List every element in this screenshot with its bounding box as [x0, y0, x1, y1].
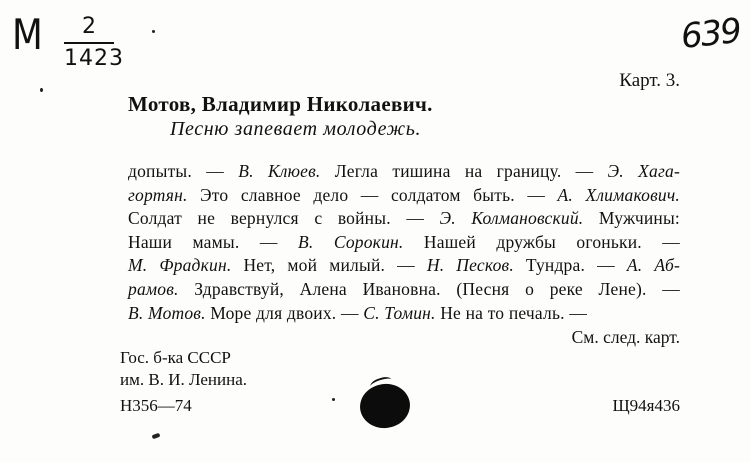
composer-name: С. Томин. — [363, 302, 436, 323]
ink-speck — [332, 398, 335, 401]
ink-speck — [152, 433, 161, 439]
library-line-1: Гос. б-ка СССР — [120, 348, 231, 367]
song-title-text: Не на то печаль. — — [435, 302, 588, 323]
composer-name: А. Аб- — [626, 255, 680, 276]
library-line-2: им. В. И. Ленина. — [120, 370, 248, 389]
composer-name: рамов. — [128, 278, 179, 299]
composer-name: Э. Колмановский. — [439, 208, 584, 229]
contents-line — [128, 231, 680, 255]
composer-name: Э. Хага- — [607, 161, 680, 181]
contents-line — [128, 207, 680, 231]
contents-text — [128, 160, 680, 325]
catalog-code-right: Щ94я436 — [612, 396, 680, 415]
song-title-text: Здравствуй, Алена Ивановна. (Песня о реке Лене). — — [178, 278, 680, 299]
handwritten-shelf-number — [64, 14, 124, 72]
song-title-text: Море для двоих. — — [205, 302, 364, 323]
song-title-text: Солдат не вернулся с войны. — — [128, 208, 440, 229]
handwritten-letter: M — [12, 10, 43, 59]
song-title-text: Нашей дружбы огоньки. — — [403, 231, 680, 252]
song-title-text: Легла тишина на границу. — — [320, 161, 608, 181]
contents-line — [128, 302, 680, 326]
contents-line — [128, 254, 680, 278]
contents-line — [128, 160, 680, 184]
song-title-text: Нет, мой милый. — — [231, 255, 427, 276]
catalog-code-left: Н356—74 — [120, 396, 192, 415]
song-title-text: Это славное дело — солдатом быть. — — [187, 184, 558, 205]
song-title-text: допыты. — — [128, 161, 239, 181]
handwritten-corner-number: 639 — [679, 11, 742, 57]
contents-line — [128, 278, 680, 302]
contents-line — [128, 184, 680, 208]
handwritten-fraction-bottom: 1423 — [64, 46, 124, 71]
work-title: Песню запевает молодежь. — [170, 118, 422, 140]
composer-name: М. Фрадкин. — [128, 255, 232, 276]
library-stamp — [120, 347, 247, 391]
composer-name: Н. Песков. — [426, 255, 514, 276]
composer-name: В. Мотов. — [128, 302, 206, 323]
card-number: Карт. 3. — [619, 70, 680, 91]
song-title-text: Тундра. — — [513, 255, 627, 276]
ink-speck — [152, 30, 155, 33]
ink-speck — [40, 88, 43, 92]
composer-name: А. Хлимакович. — [557, 184, 680, 205]
handwritten-fraction-top: 2 — [64, 14, 114, 44]
song-title-text: Мужчины: — [583, 208, 680, 229]
composer-name: гортян. — [128, 184, 188, 205]
punch-hole — [357, 381, 413, 432]
song-title-text: Наши мамы. — — [128, 231, 298, 252]
author-heading: Мотов, Владимир Николаевич. — [128, 92, 433, 116]
see-next-card: См. след. карт. — [571, 327, 680, 347]
composer-name: В. Сорокин. — [297, 231, 404, 252]
composer-name: В. Клюев. — [238, 161, 321, 181]
